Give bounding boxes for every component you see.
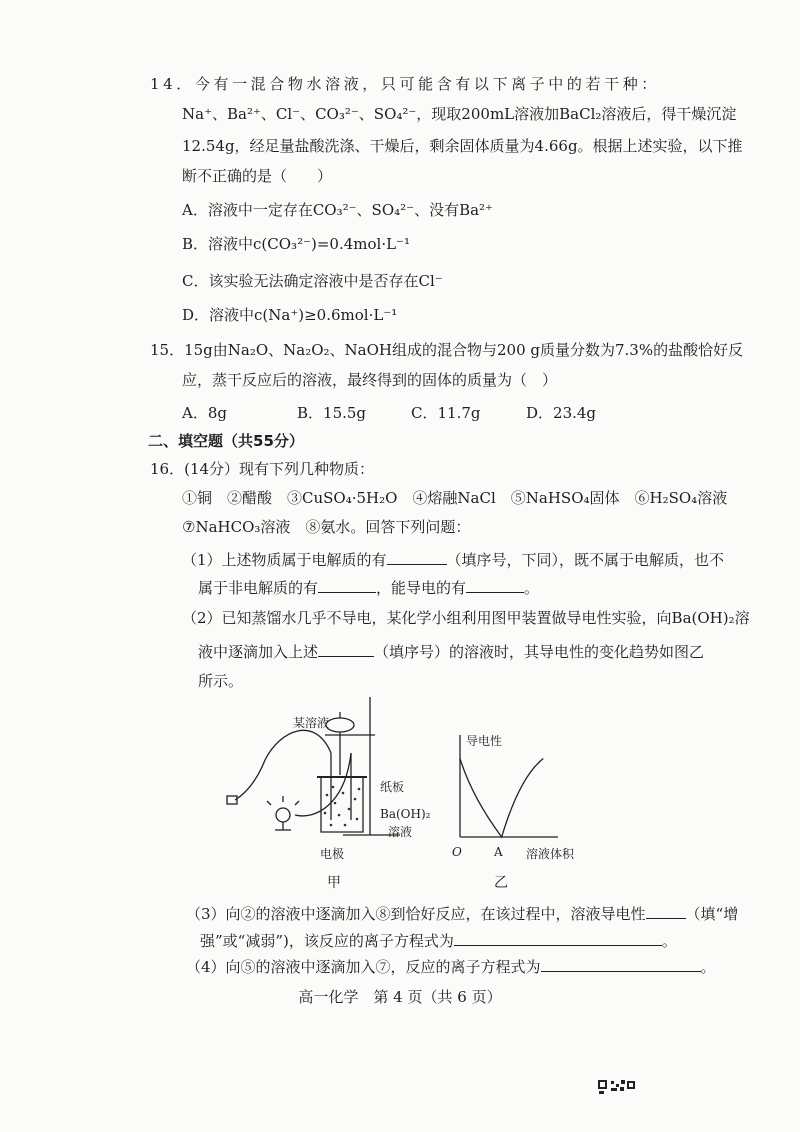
q16-part4-text-b: 。 xyxy=(700,958,716,976)
q16-part2-text-c: （填序号）的溶液时，其导电性的变化趋势如图乙 xyxy=(374,643,705,661)
q14-line1: 14．今有一混合物水溶液，只可能含有以下离子中的若干种： xyxy=(150,75,660,93)
q15-option-b: B．15.5g xyxy=(297,404,367,422)
q16-line2: ①铜 ②醋酸 ③CuSO₄·5H₂O ④熔融NaCl ⑤NaHSO₄固体 ⑥H₂SO₄溶液 xyxy=(182,489,728,507)
caption-yi: 乙 xyxy=(494,875,508,891)
wire-top xyxy=(235,730,331,800)
qr-code-icon xyxy=(597,1078,637,1096)
q16-part1-line2 xyxy=(198,578,539,598)
q14-option-b: B．溶液中c(CO₃²⁻)=0.4mol·L⁻¹ xyxy=(182,235,410,253)
x-axis-label: 溶液体积 xyxy=(526,847,575,861)
label-solution: 溶液 xyxy=(388,825,413,839)
q16-part3-line2 xyxy=(200,931,677,951)
q16-part2-line2 xyxy=(198,642,704,662)
page-footer: 高一化学 第 4 页（共 6 页） xyxy=(298,988,502,1006)
q16-part1-line1 xyxy=(182,550,724,570)
answer-blank-trend[interactable] xyxy=(646,904,686,919)
q14-line4: 断不正确的是（ ） xyxy=(182,167,333,185)
label-electrode: 电极 xyxy=(320,847,345,861)
q16-part2-line3: 所示。 xyxy=(198,672,244,690)
q16-part3-text-d: 。 xyxy=(661,932,677,950)
q15-option-c: C．11.7g xyxy=(411,404,481,422)
q16-part1-text-b: （填序号，下同），既不属于电解质，也不 xyxy=(446,551,725,569)
q16-part3-text-a: （3）向②的溶液中逐滴加入⑧到恰好反应，在该过程中，溶液导电性 xyxy=(186,905,646,923)
q15-line2: 应，蒸干反应后的溶液，最终得到的固体的质量为（ ） xyxy=(182,371,558,389)
q16-part4-text-a: （4）向⑤的溶液中逐滴加入⑦，反应的离子方程式为 xyxy=(186,958,541,976)
label-paper-board: 纸板 xyxy=(380,780,405,794)
answer-blank-neither[interactable] xyxy=(318,578,376,593)
origin-label: O xyxy=(452,845,462,859)
q16-part4-line xyxy=(186,957,716,977)
section-title: 二、填空题（共55分） xyxy=(148,432,304,450)
y-axis-label: 导电性 xyxy=(466,734,503,748)
label-some-solution: 某溶液 xyxy=(293,716,330,730)
q16-part1-text-e: 。 xyxy=(524,579,540,597)
q16-part2-line1: （2）已知蒸馏水几乎不导电，某化学小组利用图甲装置做导电性实验，向Ba(OH)₂溶 xyxy=(182,609,750,627)
conductivity-series-line xyxy=(460,759,543,837)
q16-part3-text-b: （填“增 xyxy=(685,905,739,923)
answer-blank-ionic-eq-3[interactable] xyxy=(454,931,662,946)
q14-option-c: C．该实验无法确定溶液中是否存在Cl⁻ xyxy=(182,272,443,290)
label-baoh2: Ba(OH)₂ xyxy=(380,807,431,821)
conductivity-chart xyxy=(440,725,570,855)
answer-blank-electrolytes[interactable] xyxy=(387,550,447,565)
q16-part1-text-a: （1）上述物质属于电解质的有 xyxy=(182,551,387,569)
q16-part3-text-c: 强”或“减弱”)，该反应的离子方程式为 xyxy=(200,932,454,950)
q15-option-a: A．8g xyxy=(182,404,227,422)
q14-line3: 12.54g，经足量盐酸洗涤、干燥后，剩余固体质量为4.66g。根据上述实验，以下推 xyxy=(182,137,743,155)
caption-jia: 甲 xyxy=(327,875,341,891)
q14-line2: Na⁺、Ba²⁺、Cl⁻、CO₃²⁻、SO₄²⁻，现取200mL溶液加BaCl₂溶液后，得干燥沉淀 xyxy=(182,105,737,123)
q16-part1-text-d: ，能导电的有 xyxy=(376,579,467,597)
wire-bottom xyxy=(295,753,351,816)
solution-dots xyxy=(324,786,361,827)
q16-line1: 16．(14分）现有下列几种物质： xyxy=(150,460,375,478)
q15-option-d: D．23.4g xyxy=(526,404,597,422)
answer-blank-ionic-eq-4[interactable] xyxy=(541,957,701,972)
answer-blank-conductive[interactable] xyxy=(466,578,524,593)
q14-option-a: A．溶液中一定存在CO₃²⁻、SO₄²⁻、没有Ba²⁺ xyxy=(182,201,493,219)
x-tick-label-a: A xyxy=(494,845,503,859)
q14-option-d: D．溶液中c(Na⁺)≥0.6mol·L⁻¹ xyxy=(182,306,398,324)
bulb xyxy=(276,808,290,822)
q16-line3: ⑦NaHCO₃溶液 ⑧氨水。回答下列问题： xyxy=(182,518,471,536)
funnel-bulb xyxy=(326,718,354,732)
q15-line1: 15．15g由Na₂O、Na₂O₂、NaOH组成的混合物与200 g质量分数为7.3%的盐酸恰好反 xyxy=(150,341,744,359)
q16-part1-text-c: 属于非电解质的有 xyxy=(198,579,319,597)
q16-part3-line1 xyxy=(186,904,738,924)
q16-part2-text-b: 液中逐滴加入上述 xyxy=(198,643,319,661)
answer-blank-substance[interactable] xyxy=(318,642,374,657)
